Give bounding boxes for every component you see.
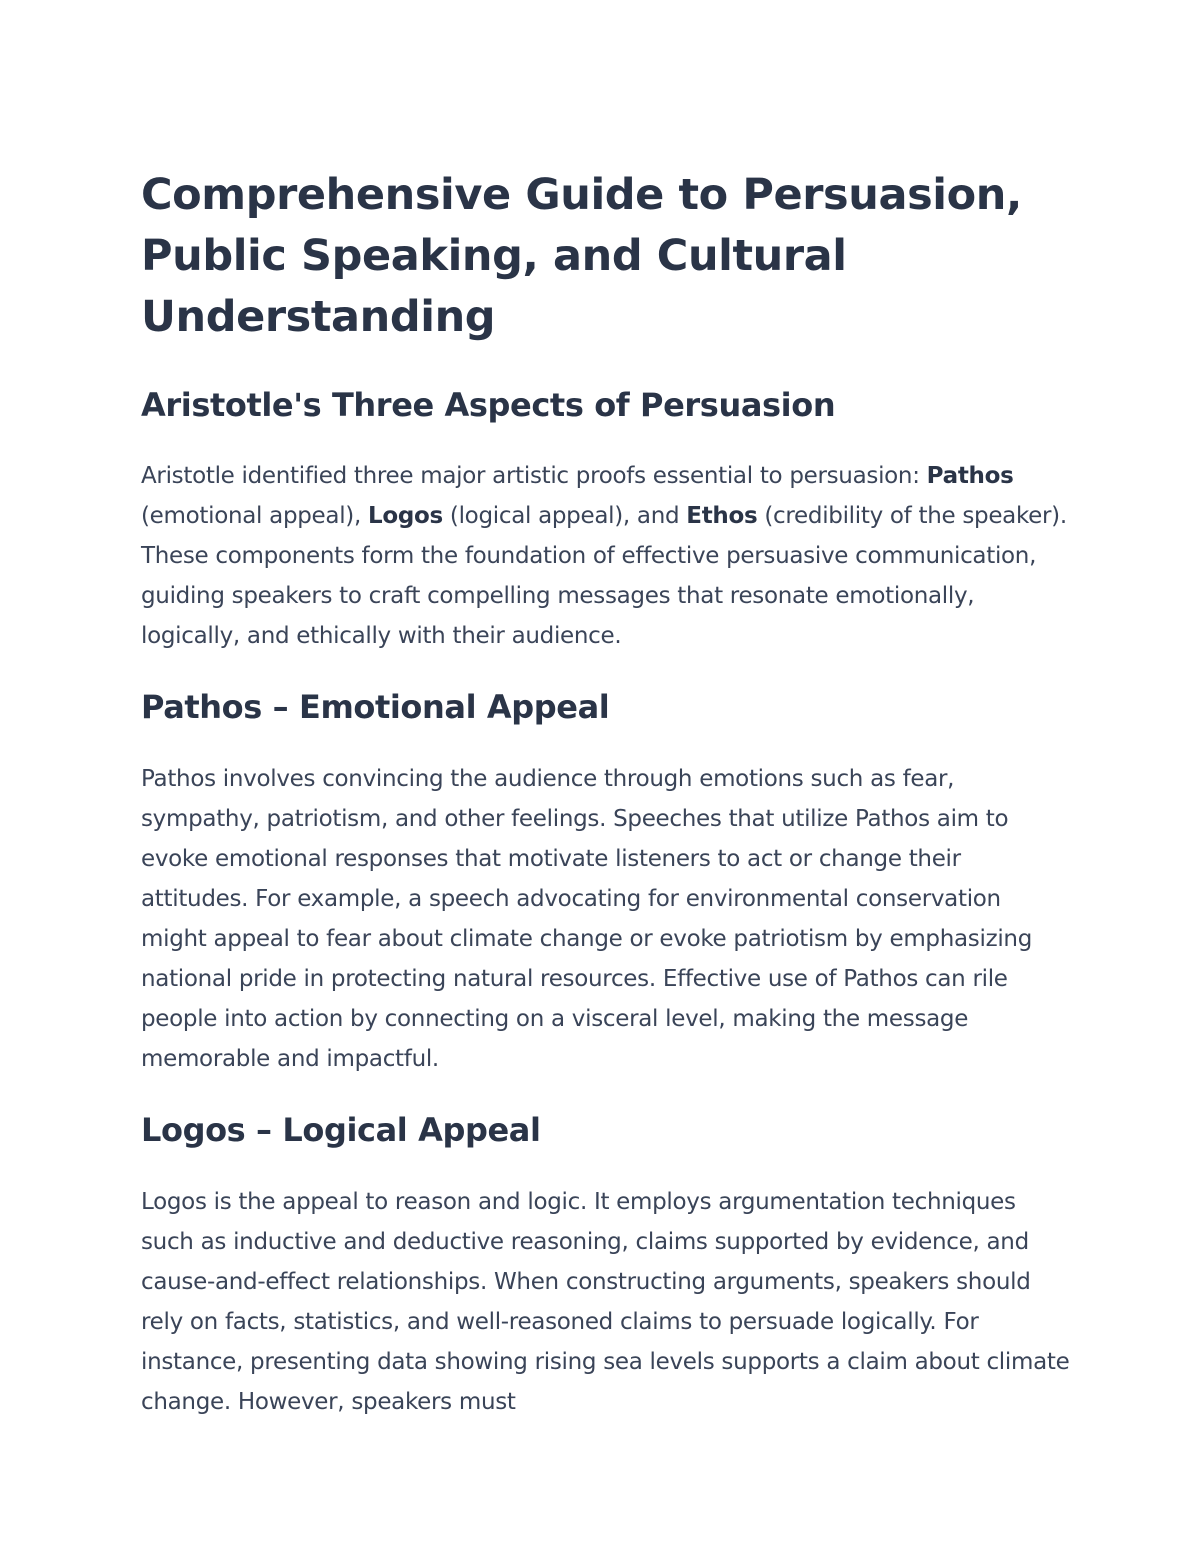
paragraph-text: Aristotle identified three major artistic proofs essential to persuasion:: [141, 463, 927, 489]
document-content: [141, 165, 1071, 1422]
section-heading-pathos: Pathos – Emotional Appeal: [141, 688, 610, 726]
document-title: Comprehensive Guide to Persuasion, Public Speaking, and Cultural Understanding: [141, 170, 1022, 342]
section-heading-logos: Logos – Logical Appeal: [141, 1111, 541, 1149]
term-ethos: Ethos: [686, 503, 758, 529]
section-paragraph-aristotle: [141, 456, 1071, 656]
term-pathos: Pathos: [926, 463, 1014, 489]
section-paragraph-pathos: Pathos involves convincing the audience through emotions such as fear, sympathy, patriotism, and other feelings. Speeches that utilize Pathos aim to evoke emotional responses that motivate listeners to act or change their attitudes. For example, a speech advocating for environmental conservation might appeal to fear about climate change or evoke patriotism by emphasizing national pride in protecting natural resources. Effective use of Pathos can rile people into action by connecting on a visceral level, making the message memorable and impactful.: [141, 766, 1033, 1072]
section-heading-aristotle: Aristotle's Three Aspects of Persuasion: [141, 386, 836, 424]
paragraph-text: (emotional appeal),: [141, 503, 368, 529]
section-paragraph-logos: Logos is the appeal to reason and logic. It employs argumentation techniques such as inductive and deductive reasoning, claims supported by evidence, and cause-and-effect relationships. When constructing arguments, speakers should rely on facts, statistics, and well-reasoned claims to persuade logically. For instance, presenting data showing rising sea levels supports a claim about climate change. However, speakers must: [141, 1189, 1070, 1415]
paragraph-text: (logical appeal), and: [442, 503, 687, 529]
paragraph-text: (credibility of the speaker). These components form the foundation of effective persuasive communication, guiding speakers to craft compelling messages that resonate emotionally, logically, and ethically with their audience.: [141, 503, 1067, 649]
term-logos: Logos: [367, 503, 443, 529]
